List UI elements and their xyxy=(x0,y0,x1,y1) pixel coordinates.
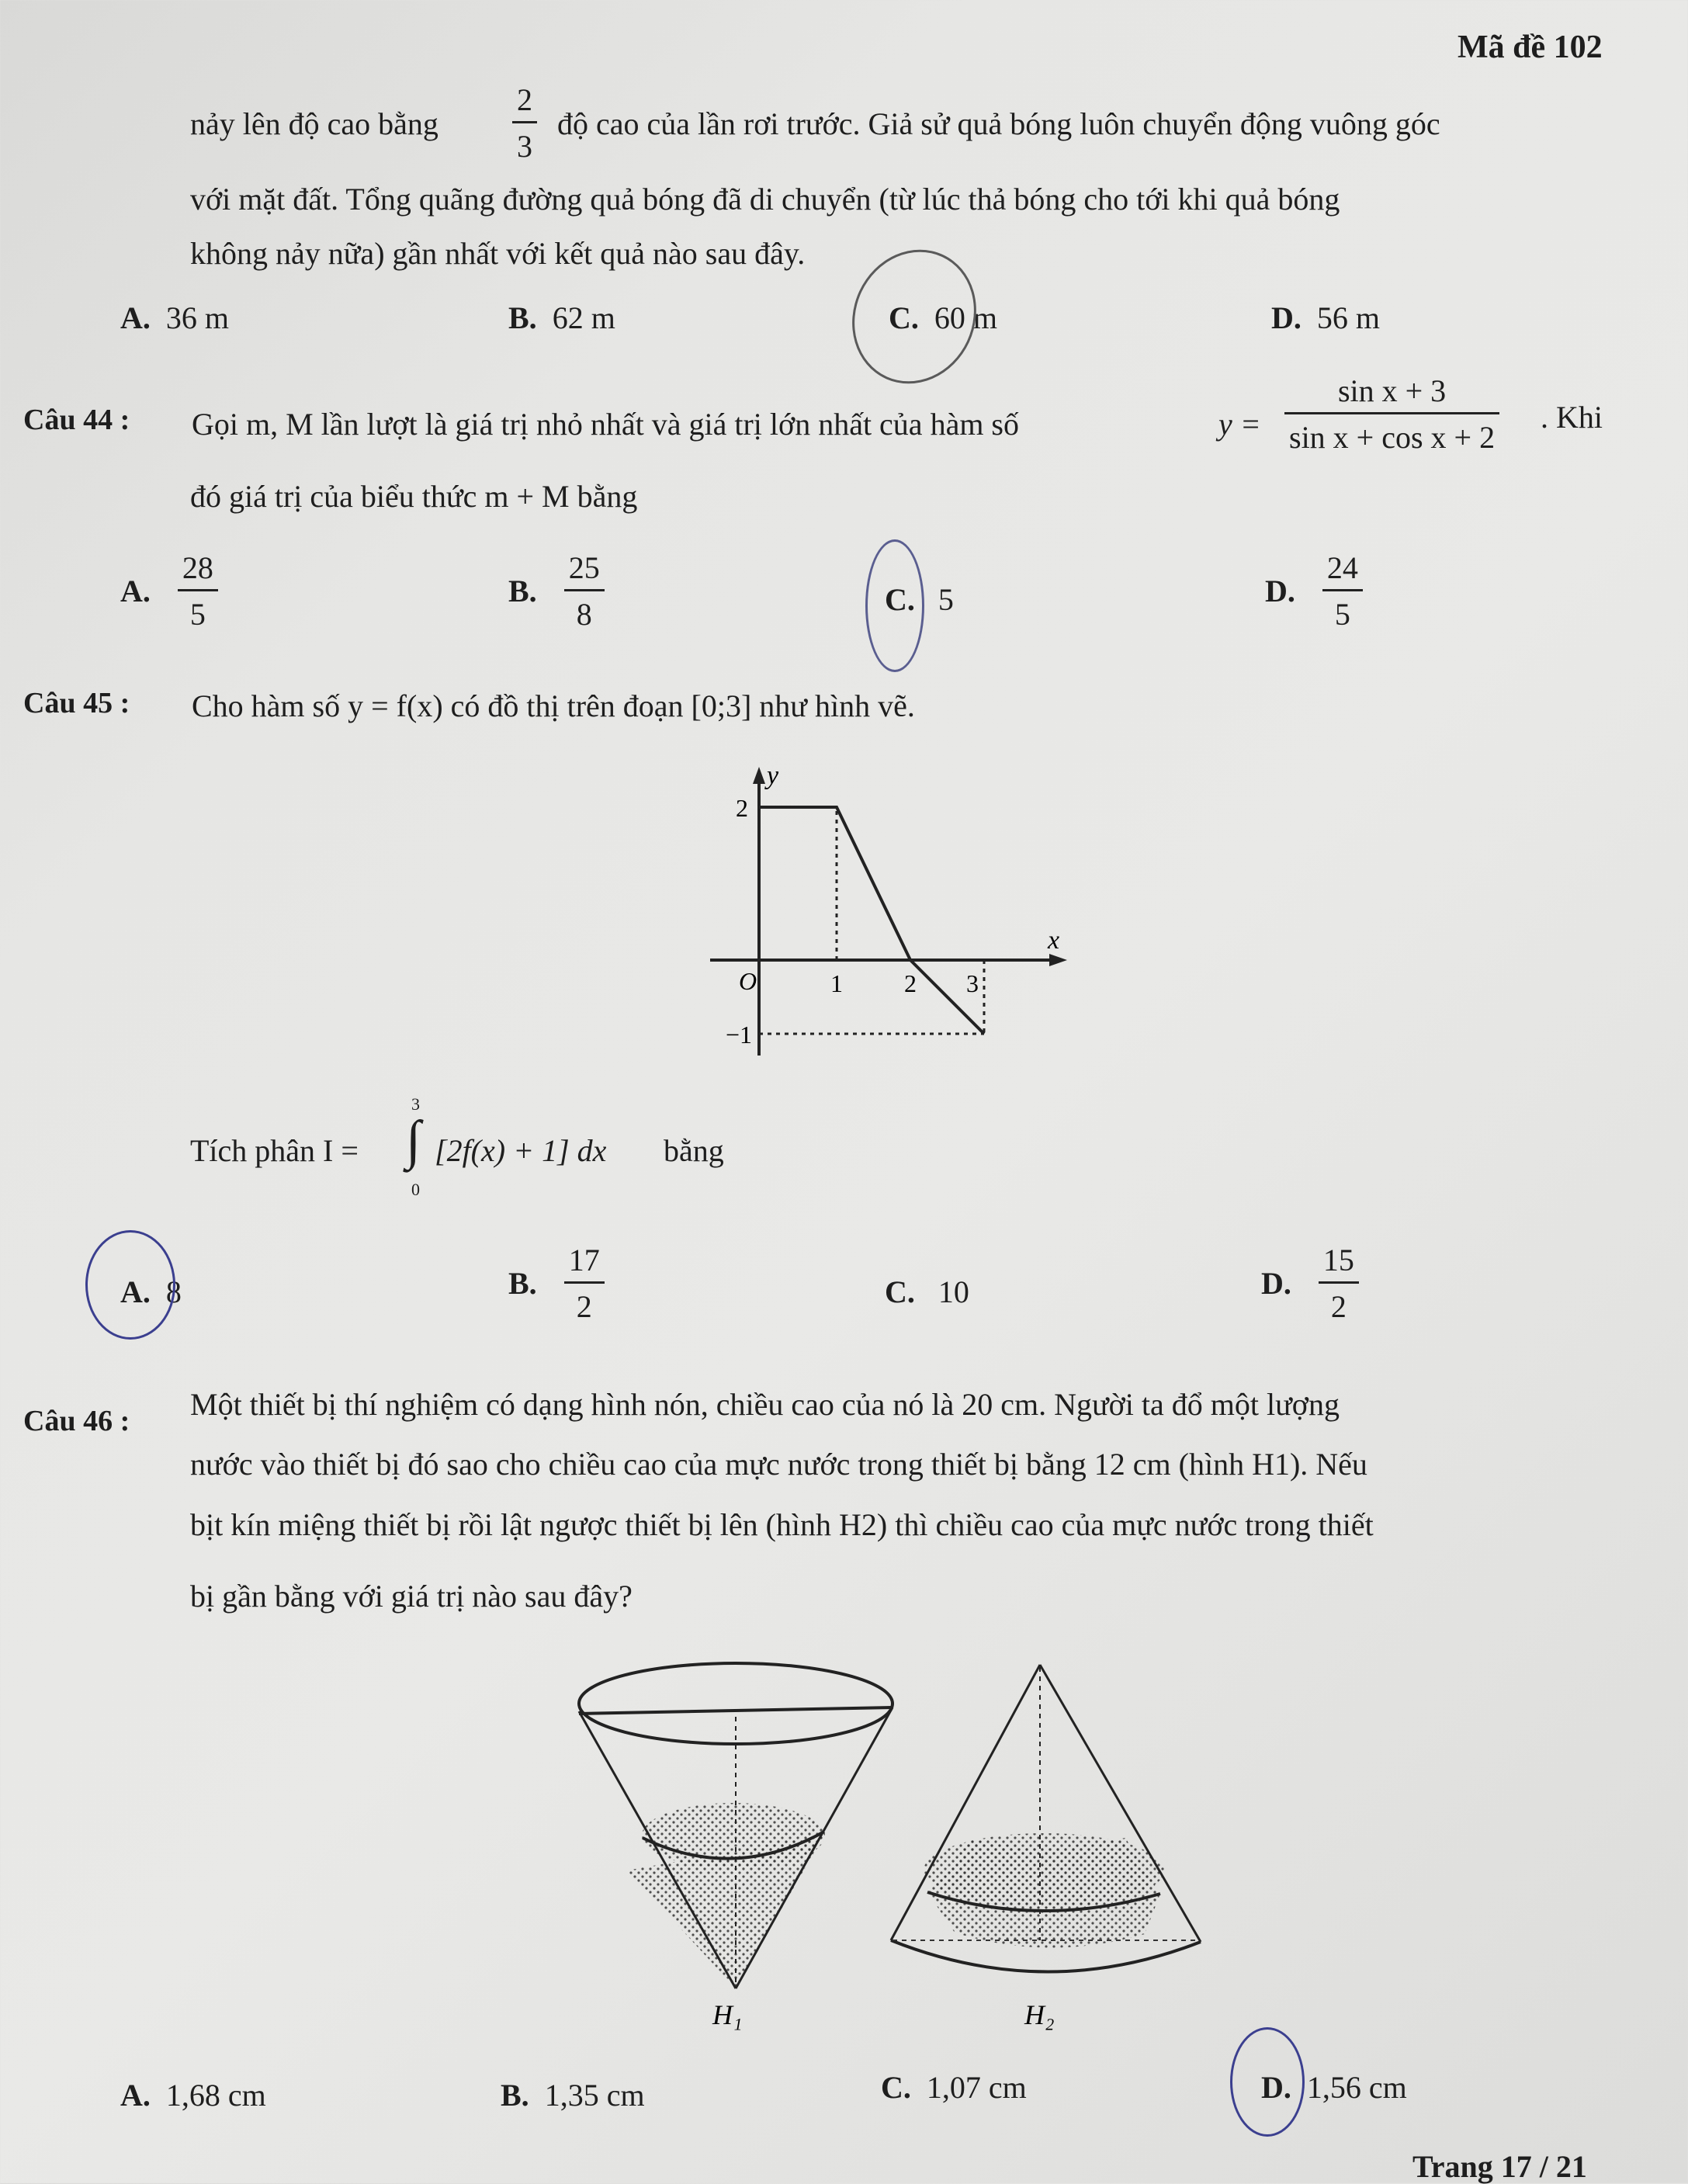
integral-sign-icon: ∫ xyxy=(406,1111,421,1170)
figure-label-h1: H₁ xyxy=(712,1999,743,2030)
q45-option-c[interactable]: C. 10 xyxy=(885,1274,969,1309)
q43-option-d[interactable]: D. 56 m xyxy=(1271,300,1381,335)
x-axis-arrow-icon xyxy=(1049,954,1067,966)
q43-line1-after: độ cao của lần rơi trước. Giả sử quả bóng luôn chuyển động vuông góc xyxy=(557,106,1440,141)
q44-y-eq: y = xyxy=(1218,407,1261,442)
q45-option-a[interactable]: A. 8 xyxy=(120,1274,182,1309)
function-graph xyxy=(683,745,1087,1056)
q46-line1: Một thiết bị thí nghiệm có dạng hình nón, chiều cao của nó là 20 cm. Người ta đổ một lượng xyxy=(190,1387,1340,1422)
integral-suffix: bằng xyxy=(664,1133,724,1168)
q44-line2: đó giá trị của biểu thức m + M bằng xyxy=(190,479,638,514)
cone-h2 xyxy=(891,1665,1201,1972)
q43-line3: không nảy nữa) gần nhất với kết quả nào sau đây. xyxy=(190,236,806,271)
q43-option-a[interactable]: A. 36 m xyxy=(120,300,230,335)
function-line xyxy=(759,807,984,1034)
pen-circle-q45-a xyxy=(85,1230,175,1340)
y-axis-label: y xyxy=(767,761,779,790)
q44-text-after: . Khi xyxy=(1541,400,1603,435)
exam-code: Mã đề 102 xyxy=(1458,29,1603,65)
q43-line1-before: nảy lên độ cao bằng xyxy=(190,106,438,141)
origin-label: O xyxy=(739,967,757,995)
page-number: Trang 17 / 21 xyxy=(1412,2149,1587,2184)
pencil-circle-q43-c xyxy=(830,229,998,404)
q43-option-c[interactable]: C. 60 m xyxy=(889,300,998,335)
q45-option-d[interactable]: D. $\frac{15}{2}$ xyxy=(1261,1242,1359,1325)
q45-text: Cho hàm số y = f(x) có đồ thị trên đoạn [0;3] như hình vẽ. xyxy=(192,688,915,723)
q46-option-a[interactable]: A. 1,68 cm xyxy=(120,2078,266,2113)
y-axis-arrow-icon xyxy=(753,767,765,784)
q44-option-d[interactable]: D. $\frac{24}{5}$ xyxy=(1265,549,1363,633)
figure-label-h2: H₂ xyxy=(1024,1999,1055,2030)
q44-option-a[interactable]: A. $\frac{28}{5}$ xyxy=(120,549,218,633)
q45-label: Câu 45 : xyxy=(23,687,130,719)
q46-option-b[interactable]: B. 1,35 cm xyxy=(501,2078,645,2113)
q46-option-c[interactable]: C. 1,07 cm xyxy=(881,2070,1027,2105)
y-tick-neg1: −1 xyxy=(726,1021,753,1049)
cone-figures xyxy=(543,1645,1242,2049)
integral-upper: 3 xyxy=(411,1094,420,1114)
pen-circle-q44-c xyxy=(865,539,924,672)
q43-option-b[interactable]: B. 62 m xyxy=(508,300,615,335)
q45-option-b[interactable]: B. $\frac{17}{2}$ xyxy=(508,1242,605,1325)
q43-fraction: $\frac{2}{3}$ xyxy=(512,81,537,165)
integral-body: [2f(x) + 1] dx xyxy=(435,1133,607,1168)
x-axis-label: x xyxy=(1048,926,1060,955)
y-tick-2: 2 xyxy=(736,794,748,822)
pen-circle-q46-d xyxy=(1230,2027,1305,2137)
q46-label: Câu 46 : xyxy=(23,1405,130,1437)
q46-option-d[interactable]: D. 1,56 cm xyxy=(1261,2070,1407,2105)
q44-label: Câu 44 : xyxy=(23,404,130,436)
cone-h1 xyxy=(579,1663,893,1988)
q46-line3: bịt kín miệng thiết bị rồi lật ngược thiết bị lên (hình H2) thì chiều cao của mực nước trong thiết xyxy=(190,1507,1374,1542)
q43-line2: với mặt đất. Tổng quãng đường quả bóng đã di chuyển (từ lúc thả bóng cho tới khi quả bóng xyxy=(190,182,1340,217)
q46-line2: nước vào thiết bị đó sao cho chiều cao của mực nước trong thiết bị bằng 12 cm (hình H1). Nếu xyxy=(190,1447,1367,1482)
integral-lower: 0 xyxy=(411,1180,420,1199)
q44-option-c[interactable]: C. 5 xyxy=(885,582,954,617)
q44-option-b[interactable]: B. $\frac{25}{8}$ xyxy=(508,549,605,633)
q44-text-before: Gọi m, M lần lượt là giá trị nhỏ nhất và giá trị lớn nhất của hàm số xyxy=(192,407,1019,442)
q44-formula: $\frac{\text{sin x + 3}}{\text{sin x + cos x + 2}}$ xyxy=(1284,373,1499,456)
integral-prefix: Tích phân I = xyxy=(190,1133,359,1168)
x-tick-1: 1 xyxy=(830,969,843,997)
q46-line4: bị gần bằng với giá trị nào sau đây? xyxy=(190,1579,633,1614)
x-tick-2: 2 xyxy=(904,969,917,997)
x-tick-3: 3 xyxy=(966,969,979,997)
